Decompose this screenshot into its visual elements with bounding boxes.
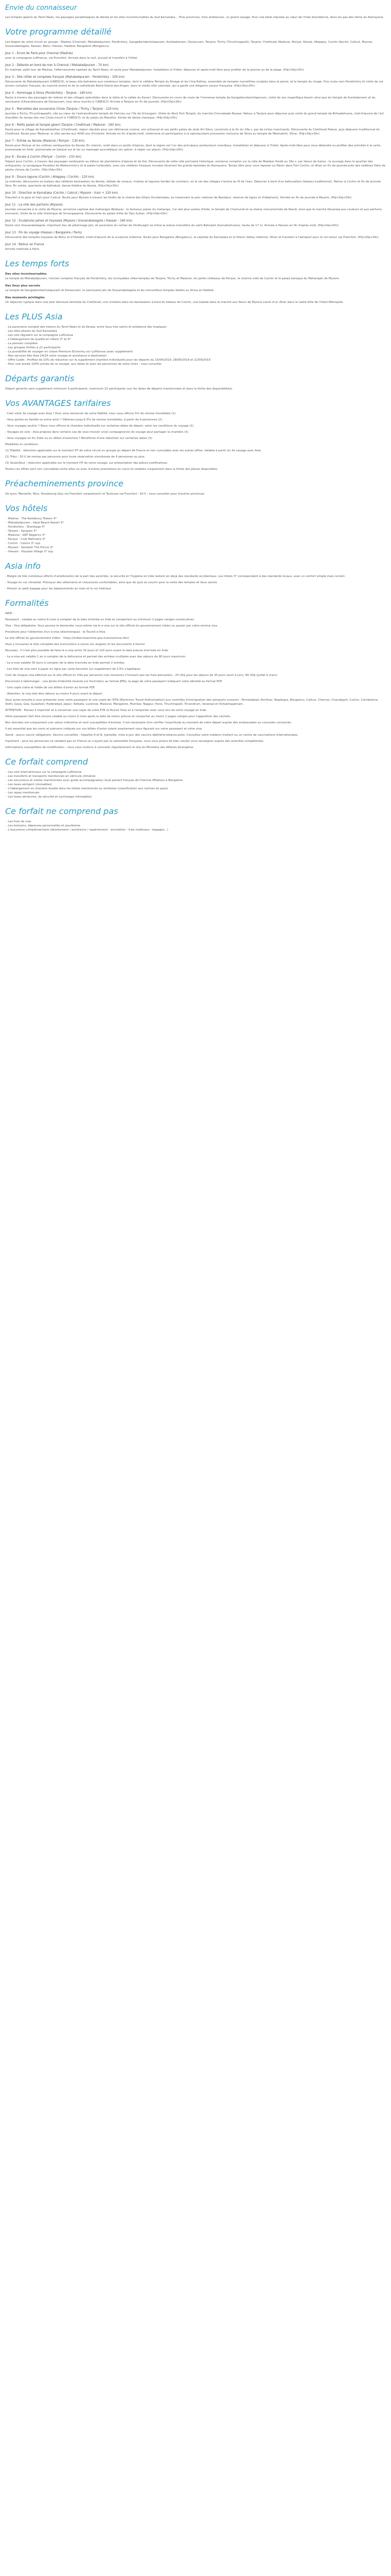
avantages-paragraph: (1) Fidélité : réduction applicable sur le montant HT de votre circuit en groupe au départ de France et non cumulable avec les autres offres. Valable à partir du 3e voyage avec Asia. — [5, 449, 262, 452]
bon-savoir-paragraph: - Malgré de très nombreux efforts d'amélioration de la part des autorités, la sécurité et l'hygiène en Inde restent en deçà des standards occidentaux. Les hôtels 3* correspondent à des standards locaux, avec un confort simple mais correct. — [5, 575, 346, 578]
avantages-title: Vos AVANTAGES tarifaires — [5, 398, 111, 408]
temps-forts-heading: Des moments privilégiés — [5, 296, 45, 299]
day-heading: Jour 6 : Petits palais et temple géant (Tanjore / Chettinad / Madurai - 190 km) — [5, 124, 121, 127]
day-text: Transfert à la gare et train pour Calicut. Route pour Mysore à travers les forêts de la chaîne des Ghats Occidentales, en traversant le parc national de Bandipur, réserve de tigres et d'éléphants. Arrivée en fin de journée à Mysore. (Pdj+Déj+Dîn) — [5, 196, 352, 199]
comprend-item: - Les transferts et transports mentionnés en véhicule climatisé — [6, 774, 386, 778]
comprend-list — [5, 770, 386, 799]
formalites-paragraph: INDE : — [5, 612, 14, 615]
avantages-paragraph: - Vous voyagez en fin d'été ou en début d'automne ? Bénéficiez d'une réduction sur certaines dates (3). — [5, 437, 153, 440]
avantages-paragraph: (2) Tribu : 50 € de remise par personne pour toute réservation simultanée de 4 personnes ou plus. — [5, 455, 145, 459]
avantages-paragraph: - Vous partez en famille ou entre amis ? Obtenez jusqu'à 5% de remise immédiate, à partir de 4 personnes (2). — [5, 418, 163, 421]
hotels-list — [5, 517, 386, 554]
formalites-paragraph: Document à télécharger : une photo d'identité récente sur fond blanc au format JPEG, la page de votre passeport indiquant votre identité au format PDF. — [5, 680, 223, 683]
formalites-section — [5, 598, 386, 750]
bon-savoir-paragraph: - Voyage en car climatisé. Prévoyez des vêtements et chaussures confortables, ainsi que de quoi se couvrir pour la visite des temples et lieux sacrés. — [5, 581, 218, 584]
avantages-list — [5, 412, 386, 471]
hotel-item: - Madurai : GRT Regency 3* — [6, 533, 386, 537]
temps-forts-text: Le temple de Mahabalipuram, l'ancien comptoir français de Pondichéry, les incroyables villes-temples de Tanjore, Trichy et Madurai, les petits châteaux de Periyar, le charme créé de Cochin et le palais baroque du Maharajah de Mysore. — [5, 277, 340, 280]
formalites-paragraph: - Le e-visa est valable 1 an à compter de la délivrance et permet des entrées multiples avec des séjours de 90 jours maximum. — [5, 655, 187, 658]
plus-asia-item: - Offre Cadet : Profitez de 10% de réduction sur le supplément chambre individuelle pour les départs du 15/04/2019, 28/09/2019 et 22/09/2019 — [6, 358, 386, 362]
programme-title: Votre programme détaillé — [5, 27, 111, 37]
comprend-pas-section — [5, 806, 386, 832]
comprend-item: - Les vols internationaux sur la compagnie Lufthansa — [6, 770, 386, 774]
hotels-title: Vos hôtels — [5, 503, 48, 513]
day-text: avec la compagnie Lufthansa, via Francfort. Arrivée dans la nuit, accueil et transfert à l'hôtel. — [5, 57, 138, 60]
formalites-paragraph: Le site officiel du gouvernement indien : https://indianvisaonline.gov.in/evisa/tvoa.html — [5, 637, 129, 640]
bon-savoir-section — [5, 561, 386, 591]
prolongements-text: De Lyon, Marseille, Nice, Strasbourg (bus via Francfort uniquement) et Toulouse via Francfort : 50 € ; nous consulter pour d'autres provinces. — [5, 493, 205, 496]
comprend-pas-item: - L'assurance complémentaire (désistement / assistance / rapatriement - annulation - frais médicaux - bagages...) — [6, 828, 386, 832]
day-heading: Jour 11 : La ville des parfums (Mysore) — [5, 204, 63, 207]
day-heading: Jour 1 : Envol de Paris pour Chennai (Madras) — [5, 52, 73, 55]
avantages-section — [5, 398, 386, 471]
formalites-paragraph: Santé : aucun vaccin obligatoire. Vaccins conseillés : hépatite A et B, typhoïde, mise à jour des vaccins diphtérie-tétanos-polio. Consultez votre médecin traitant ou un centre de vaccinations internationales. — [5, 734, 299, 737]
day-heading: Jour 14 : Retour en France — [5, 243, 44, 246]
formalites-paragraph: Nos données ont uniquement une valeur indicative et sont susceptibles d'évoluer. Il est nécessaire d'en vérifier l'exactitude au moment de votre départ auprès des ambassades ou consulats concernés. — [5, 721, 292, 724]
plus-asia-item: - Les sites phares du Sud Karnataka — [6, 329, 386, 333]
day-text: Découverte de Mahabalipuram (UNESCO), le beau site balnéaire aux nombreux temples, dont le célèbre Temple du Rivage et les Cinq Rathas, ensemble de temples monolithes sculptés dans la pierre, et le temple du rivage. Puis route vers Pondichéry et visite de cet ancien comptoir français, du marché animé et de la cathédrale Notre-Dame-des-Anges, dans le vieille ville coloniale, qui a gardé une élégante saveur française. (Pdj+Déj+Dîn) — [5, 80, 383, 88]
temps-forts-text: Le temple de Gangaikondacholapuram et Darasuram, le sanctuaire jaïn de Sravanabelagola et les merveilleux temples dédiés au Shiva et Halebid. — [5, 289, 215, 292]
formalites-paragraph: ATTENTION : Pensez à imprimer et à conserver une copie de votre ETA (e-Tourist Visa) et à l'emporter avec vous lors de votre voyage en Inde. — [5, 709, 207, 712]
day-text: En matinée, petit tour de Madras, l'effervescente capitale du Tamil Nadu, et route pour Mahabalipuram. Installation à l'hôtel, déjeuner et après-midi libre pour profiter de la piscine ou de la plage. (Pdj+Déj+Dîn) — [5, 69, 304, 72]
intro-title: Envie du connaisseur — [5, 4, 77, 12]
comprend-pas-title: Ce forfait ne comprend pas — [5, 806, 118, 816]
formalites-paragraph: Informations susceptibles de modification : nous vous invitons à consulter régulièrement le site du Ministère des Affaires étrangères. — [5, 746, 194, 749]
day-text: Découverte des temples hoysalas de Belur et d'Halebid, chefs-d'œuvre de la sculpture indienne. Route pour Bangalore (Bengaluru), la capitale du Karnataka et la Silicon Valley indienne. Dîner et transfert à l'aéroport pour le vol retour via Francfort. (Pdj+Déj+Dîn) — [5, 236, 379, 239]
temps-forts-section — [5, 259, 386, 304]
hotel-item: - Tanjore : Sangam 3* — [6, 529, 386, 533]
temps-forts-heading: Des sites incontournables — [5, 273, 47, 276]
prolongements-section — [5, 479, 386, 496]
formalites-paragraph: Votre passeport doit être encore valable au moins 6 mois après la date de retour prévue et comporter au moins 2 pages vierges pour l'apposition des cachets. — [5, 715, 231, 718]
day-heading: Jour 8 : Escale à Cochin (Periyar - Cochin - 210 km) — [5, 156, 82, 159]
comprend-section — [5, 757, 386, 799]
page — [0, 0, 391, 834]
hotels-section — [5, 503, 386, 554]
plus-asia-item: - Les vols réguliers sur la compagnie Lufthansa — [6, 333, 386, 337]
comprend-title: Ce forfait comprend — [5, 757, 88, 767]
comprend-item: - Les taxes aériennes, de sécurité et surcharges (révisables) — [6, 795, 386, 799]
formalites-paragraph: Vous aurez ensuite à vous présenter avec votre passeport et une copie de l'ETA (Electronic Travel Authorization) aux contrôles d'immigration des aéroports suivants : Ahmedabad, Amritsar, Bagdogra, Bengaluru, Calicut, Chennai, Chandigarh, Cochin, Coimbatore, Delhi, Gaya, Goa, Guwahati, Hyderabad, Jaipur, Kolkata, Lucknow, Madurai, Mangalore, Mumbai, Nagpur, Pune, Tiruchirapalli, Trivandrum, Varanasi et Vishakhapatnam. — [5, 699, 379, 706]
day-heading: Jour 4 : Hommage à Shiva (Pondichéry - Tanjore - 190 km) — [5, 92, 92, 95]
hotel-item: - Cochin : Casino 3* sup — [6, 541, 386, 546]
day-heading: Jour 12 : Sculptures jaïnes et hoysalas (Mysore / Sravanabelagola / Hassan - 160 km) — [5, 219, 133, 223]
formalites-paragraph: - Les frais de visa sont à payer en ligne par carte bancaire (un supplément de 2,5% s'applique). — [5, 668, 141, 671]
formalites-list — [5, 612, 386, 750]
formalites-paragraph: Procédure pour l'obtention d'un e-visa (électronique) : le Tourist e-Visa. — [5, 631, 106, 634]
comprend-item: - Les excursions et visites mentionnées avec guide accompagnateur local parlant français de Chennai (Madras) à Bangalore — [6, 778, 386, 783]
comprend-pas-item: - Les frais de visa — [6, 820, 386, 824]
plus-asia-item: - Le panorama complet des trésors du Tamil Nadu et du Kerala, entre lieux très saints et ambiance des tropiques — [6, 325, 386, 329]
temps-forts-title: Les temps forts — [5, 259, 70, 268]
departs-title: Départs garantis — [5, 374, 74, 383]
intro-paragraph: Les temples géants du Tamil Nadu, les paysages paradisiaques du Kerala et les sites incontournables du Sud Karnataka... Trois provinces, trois ambiances, un grand voyage. Pour une belle odyssée au cœur de l'Inde dravidienne, dans les pas des héros du Ramayana. — [5, 16, 384, 19]
formalites-paragraph: Visa : Visa obligatoire. Vous pouvez le demander vous-même via le e-visa sur le site officiel du gouvernement indien ou passer par notre service visa. — [5, 624, 218, 628]
day-text: Route à travers des paysages de rizières et des villages splendides dans le delta et la vallée du Kaveri. Découverte en cours de route de l'immense temple de Gangaikondacholapuram, visite de son magnifique bassin ainsi que du temple de Kumbakonam et du sanctuaire d'Airavatesvara de Darasuram, tous deux inscrits à l'UNESCO. Arrivée à Tanjore en fin de journée. (Pdj+Déj+Dîn) — [5, 96, 376, 104]
temps-forts-heading: Des lieux plus secrets — [5, 284, 40, 287]
day-text: Journée à Trichy (Tiruchirappalli), cité au cœur de l'extraordinaire temple de Vishnou sur l'île de Srirangam. Visite du Rock Fort Temple, du marché Chinnakadai Bazaar. Retour à Tanjore pour déjeuner puis visite du grand temple de Brihadishvara, chef-d'œuvre de l'art dravidien du temps des rois Chola inscrit à l'UNESCO, et du palais du Maratha. Soirée de danse classique. (Pdj+Déj+Dîn) — [5, 112, 384, 120]
comprend-pas-list — [5, 820, 386, 832]
bon-savoir-title: Asia info — [5, 561, 41, 571]
day-heading: Jour 9 : Douce lagune (Cochin / Alleppey / Cochin - 120 km) — [5, 176, 94, 179]
day-text: Route pour le village de Kanadukathan (Chettinad), région réputée pour son délicieuse cuisine, son artisanat et ses petits palais de style Art Déco, construits à la fin du 19e s. par de riches marchands. Découverte du Chettinad Palace, puis déjeuner traditionnel du Chettinad. Route pour Madurai, la ville sacrée aux 4000 ans d'histoire. Arrivée en fin d'après-midi, cérémonie et participation à la spectaculaire procession nocturne de Shiva au temple de Meenakshi. Dîner. (Pdj+Déj+Dîn) — [5, 128, 380, 135]
bon-savoir-paragraph: - Prévoir un petit bagage pour les déplacements en train et le vol intérieur. — [5, 587, 112, 590]
hotel-item: - Madras : The Residency Towers 4* — [6, 517, 386, 521]
avantages-paragraph: - Vous voyagez seul(e) ? Nous vous offrons la chambre individuelle sur certaines dates de départ, selon les conditions du voyage (2). — [5, 425, 194, 428]
programme-section — [5, 27, 386, 251]
departs-text: Départ garantis sans supplément minimum 4 participants, maximum 22 participants (sur les dates de départs mentionnées et dans la limite des disponibilités). — [5, 387, 233, 391]
plus-asia-item: - Pour une année 100% privée de ce voyage, aux dates et avec les personnes de votre choix : nous consulter — [6, 362, 386, 366]
day-text: Départ pour Cochin, à travers des paysages verdoyants au détour de plantations d'épices et de thé. Découverte de cette ville portuaire historique, ancienne comptoir sur la côte de Malabar fondé au 16e s. par Vasco de Gama : le ouvrage dans le quartier des antiquaires, la synagogue Paradesi de Mattancherry et le palais hollandais, avec ses célèbres fresques murales illustrant les grands épisodes du Ramayana. Temps libre pour vous reposer ou flâner dans Fort Cochin, et dîner en fin de journée près des célèbres filets de pêche chinois de Cochin. (Pdj+Déj+Dîn) — [5, 160, 386, 172]
day-heading: Jour 7 : Entrée au Kerala (Madurai / Periyar - 130 km) — [5, 140, 85, 143]
avantages-paragraph: - Cest votre 3e voyage avec Asia ? Pour vous remercier de votre fidélité, nous vous offrons 5% de remise immédiate (1). — [5, 412, 176, 415]
day-heading: Jour 13 : Fin du voyage (Hassan / Bangalore / Paris) — [5, 231, 82, 234]
temps-forts-text: Un déjeuner typique dans une jolie demeure familiale du Chettinad, une croisière dans les backwaters à bord du bateau de Cochin, une balade dans le marché aux fleurs de Mysore suivie d'un dîner dans le cadre élite de l'hôtel Metropole. — [5, 301, 344, 304]
avantages-paragraph: (3) Seule/Seul : réduction applicable sur le montant HT de votre voyage, sur présentation des pièces justificatives. — [5, 462, 168, 465]
day-text: La matinée, découverte en bateau des célèbres backwaters du Kerala, dédale de canaux, rivières et lagunes bordés de cocotiers, où la vie des villages s'anime au fil de l'eau. Déjeuner à bord d'un kettuvallam (bateau traditionnel). Retour à Cochin et fin de journée libre. En soirée, spectacle de Kathakali, danse-théâtre du Kerala. (Pdj+Déj+Dîn) — [5, 180, 381, 188]
programme-subtitle: Les étapes de votre circuit en groupe : Madras (Chennai), Mahabalipuram, Pondichéry, Gangaikondacholapuram, Kumbakonam, Darasuram, Tanjore, Trichy (Tiruchirappalli), Tanjore, Chettinad, Madurai, Periyar, Kerala, Alleppey, Cochin (Kochi), Calicut, Mysore, Sravanabelagola, Hassan, Belur, Hassan, Halebid, Bangalore (Bengaluru) — [5, 41, 373, 48]
plus-asia-item: - La pension complète — [6, 342, 386, 346]
hotel-item: - Mahabalipuram : Ideal Beach Resort 3* — [6, 521, 386, 525]
hotel-item: - Mysore : Sandesh The Prince 3* — [6, 546, 386, 550]
avantages-paragraph: Toutes ces offres sont non cumulables entre elles ou avec d'autres promotions en cours et valables uniquement dans la limite des places disponibles. — [5, 468, 218, 471]
hotel-item: - Pondichéry : Shenbaga 3* — [6, 525, 386, 529]
day-heading: Jour 3 : Site côtier et complexe français (Mahabalipuram - Pondichéry - 100 km) — [5, 76, 125, 79]
day-heading: Jour 10 : Direction le Karnataka (Cochin / Calicut / Mysore - train + 220 km) — [5, 192, 118, 195]
formalites-paragraph: Il est essentiel que les noms et prénoms indiqués sur vos billets d'avion soient exactement ceux figurant sur votre passeport et votre visa. — [5, 727, 203, 731]
day-text: Arrivée matinale à Paris. — [5, 248, 40, 251]
day-text: Route pour Periyar et les collines verdoyantes du Kerala. En chemin, arrêt dans un jardin d'épices, dont la région est l'un des principaux producteurs mondiaux. Installation et déjeuner à l'hôtel. Après-midi libre pour vous détendre ou profiter des activités à la carte : promenade en forêt, promenade en barque sur le lac ou massage ayurvédique (en option, à régler sur place). (Pdj+Déj+Dîn) — [5, 144, 382, 151]
temps-forts-list — [5, 272, 386, 304]
hotel-item: - Hassan : Hoysala Village 3* sup — [6, 550, 386, 554]
days-list — [5, 52, 386, 251]
day-text: Journée consacrée à la visite de Mysore, ancienne capitale des maharajas Wodeyar : le fastueux palais du maharaja, l'un des plus vastes d'Inde, le temple de Chamundi et sa statue monumentale de Nandi, ainsi que le marché Devaraja aux couleurs et aux parfums enivrants. Visite de la ville historique de Srirangapatna. Découverte du palais d'été de Tipu Sultan. (Pdj+Déj+Dîn) — [5, 208, 382, 215]
plus-asia-item: - Les groupes limités à 22 participants — [6, 346, 386, 350]
bon-savoir-list — [5, 574, 386, 591]
formalites-paragraph: - Le e-visa valable 30 jours à compter de la date d'arrivée en Inde permet 2 entrées. — [5, 662, 125, 665]
formalites-paragraph: Passeport : valable au moins 6 mois à compter de la date d'entrée en Inde et comportant au minimum 2 pages vierges consécutives. — [5, 618, 195, 621]
comprend-item: - Les repas mentionnés — [6, 791, 386, 795]
plus-asia-item: - La possibilité de voyager en classe Premium Economy sur Lufthansa (avec supplément) — [6, 350, 386, 354]
plus-asia-section — [5, 312, 386, 366]
day-text: Route vers Sravanabelagola, important lieu de pèlerinage jaïn, et ascension du rocher de Vindhyagiri où trône la statue monolithe du saint Bahubali (Gomateshvara), haute de 17 m. Arrivée à Hassan en fin d'après-midi. (Pdj+Déj+Dîn) — [5, 224, 339, 227]
comprend-item: - L'hébergement en chambre double dans les hôtels mentionnés ou similaires (classification aux normes du pays) — [6, 787, 386, 791]
comprend-item: - Les taxes aéroport (révisables) — [6, 783, 386, 787]
prolongements-title: Préacheminements province — [5, 479, 124, 488]
formalites-title: Formalités — [5, 598, 49, 608]
day-heading: Jour 5 : Merveilles des souverains Chola (Tanjore / Trichy / Tanjore - 120 km) — [5, 108, 119, 111]
plus-asia-item: - L'hébergement de qualité en hôtels 3* et 4* — [6, 337, 386, 342]
avantages-paragraph: Modalités et conditions — [5, 443, 38, 446]
plus-asia-title: Les PLUS Asia — [5, 312, 63, 321]
formalites-paragraph: Nouveau : Il n'est plus possible de faire le e-visa entre 30 jours et 120 jours avant la date prévue d'arrivée en Inde. — [5, 649, 169, 652]
formalites-paragraph: Coût de chaque visa effectué sur le site officiel en US$ par personne (ces montants n'incluent pas les frais bancaires) : 25 US$ pour les séjours de 30 jours (avril à juin), 80 US$ (juillet à mars). — [5, 674, 279, 677]
departs-section — [5, 374, 386, 391]
intro-section — [5, 4, 386, 20]
plus-asia-item: - Nos services Allo Asia 24/24 votre voyage et assistance à destination — [6, 354, 386, 358]
plus-asia-list — [5, 325, 386, 366]
formalites-paragraph: - Attention, le visa doit être obtenu au moins 4 jours avant le départ. — [5, 692, 103, 696]
hotel-item: - Periyar : Club Mahindra 3* — [6, 537, 386, 541]
formalites-paragraph: - Une copie claire et lisible de vos billets d'avion au format PDF. — [5, 686, 95, 689]
formalites-paragraph: Vous y trouverez la liste complète des instructions à suivre (en anglais) et les documents à fournir. — [5, 643, 146, 646]
formalites-paragraph: Important : pour les personnes ne résidant pas en France ou n'ayant pas la nationalité française, nous vous prions de bien vouloir vous renseigner auprès des autorités compétentes. — [5, 740, 264, 743]
comprend-pas-item: - Les boissons, dépenses personnelles et pourboires — [6, 824, 386, 828]
avantages-paragraph: - Voyagez en solo : Asia propose dans certains cas de vous trouver un(e) compagnon(e) de voyage pour partager la chambre (3). — [5, 431, 189, 434]
day-heading: Jour 2 : Détente en bord de mer à Chennai / Mahabalipuram - 70 km) — [5, 64, 109, 67]
